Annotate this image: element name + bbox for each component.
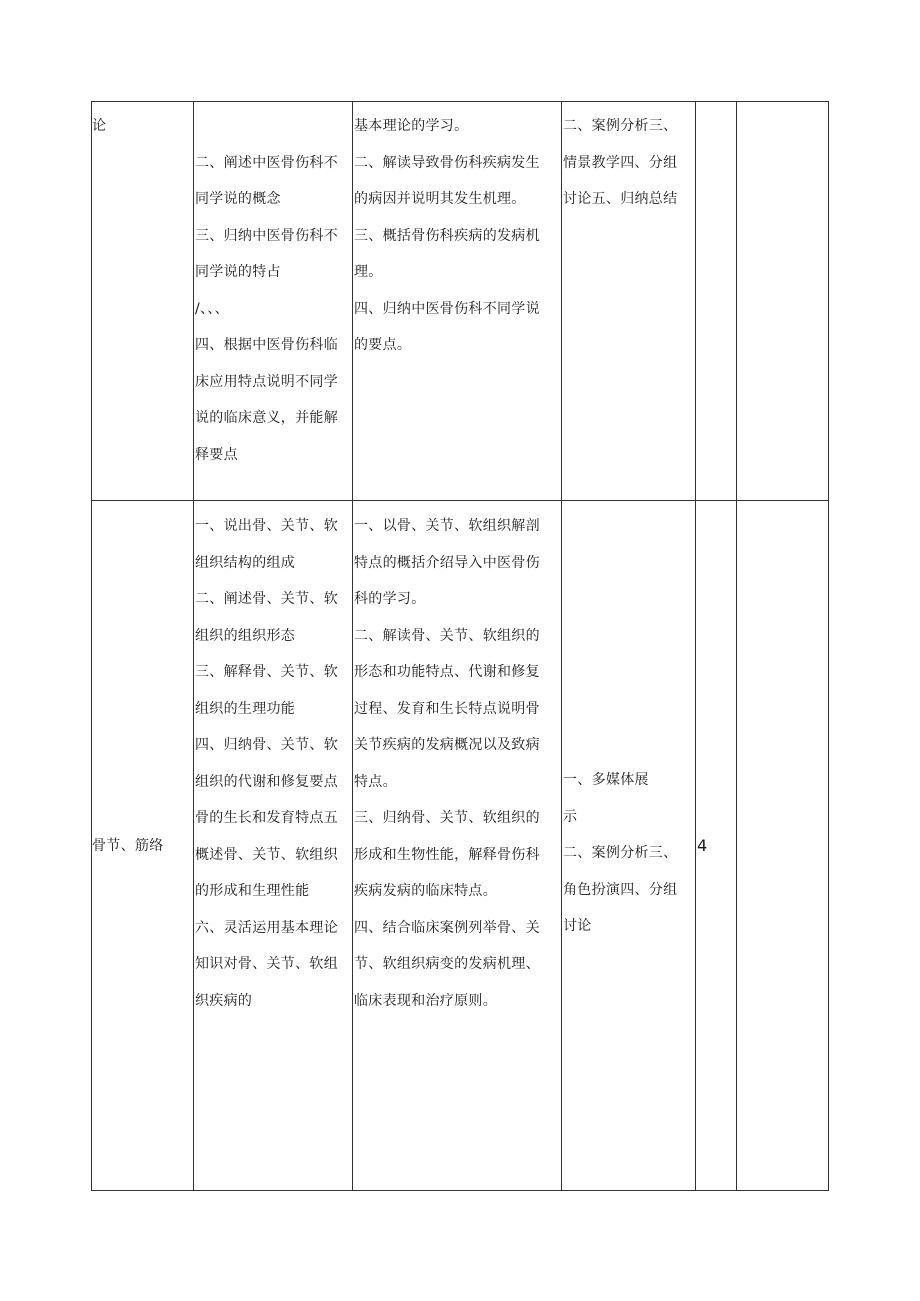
text-line: 的要点。 [354, 337, 412, 353]
text-line: 讨论五、归纳总结 [563, 191, 678, 207]
text-line: 一、多媒体展 [563, 772, 649, 788]
row2-content [354, 508, 540, 1019]
text-line: 四、结合临床案例列举骨、关 [354, 919, 540, 936]
text-line: 形成和生物性能，解释骨伤科 [354, 846, 540, 863]
text-line: 的形成和生理性能 [195, 883, 310, 899]
text-line: 同学说的概念 [195, 191, 281, 207]
text-line: 二、解读导致骨伤科疾病发生 [354, 154, 540, 171]
row2-methods [563, 762, 677, 945]
text-line: 床应用特点说明不同学 [195, 373, 338, 390]
text-line: 二、案例分析三、 [563, 118, 678, 134]
row1-topic: 论 [92, 118, 107, 134]
text-line: 说的临床意义，并能解 [195, 410, 338, 426]
row1-content [354, 108, 540, 364]
text-line: 概述骨、关节、软组织 [195, 846, 338, 863]
col-border [193, 101, 194, 1191]
text-line: 疾病发病的临床特点。 [354, 883, 497, 899]
text-line: 组织结构的组成 [195, 554, 296, 571]
text-line: 一、以骨、关节、软组织解剖 [354, 518, 540, 534]
text-line: 四、归纳骨、关节、软 [195, 737, 338, 753]
col-border [91, 101, 92, 1191]
text-line: 临床表现和治疗原则。 [354, 992, 497, 1009]
col-border [736, 101, 737, 1191]
text-line: /、、、 [195, 300, 229, 317]
text-line: 同学说的特占 [195, 264, 281, 280]
text-line: 三、解释骨、关节、软 [195, 664, 338, 680]
col-border [352, 101, 353, 1191]
text-line: 理。 [354, 264, 383, 280]
text-line: 一、说出骨、关节、软 [195, 518, 338, 534]
text-line: 四、根据中医骨伤科临 [195, 337, 338, 353]
row2-objectives [195, 508, 338, 1019]
text-line: 织疾病的 [195, 992, 253, 1009]
row-divider [91, 500, 829, 501]
col-border [561, 101, 562, 1191]
text-line: 情景教学四、分组 [563, 154, 678, 171]
col-border [695, 101, 696, 1191]
text-line: 过程、发育和生长特点说明骨 [354, 700, 540, 717]
text-line: 特点。 [354, 773, 397, 790]
text-line: 二、解读骨、关节、软组织的 [354, 627, 540, 644]
text-line: 组织的代谢和修复要点 [195, 773, 338, 790]
text-line: 关节疾病的发病概况以及致病 [354, 737, 540, 753]
text-line: 骨的生长和发育特点五 [195, 810, 338, 826]
text-line: 三、归纳中医骨伤科不 [195, 227, 338, 244]
table-bottom-border [91, 1190, 829, 1191]
text-line: 二、阐述中医骨伤科不 [195, 154, 338, 171]
text-line: 角色扮演四、分组 [563, 881, 678, 898]
text-line: 科的学习。 [354, 591, 426, 607]
text-line: 的病因并说明其发生机理。 [354, 191, 526, 207]
text-line: 基本理论的学习。 [354, 118, 469, 134]
row1-objectives [195, 108, 338, 473]
syllabus-table [91, 101, 829, 1191]
col-border [828, 101, 829, 1191]
text-line: 六、灵活运用基本理论 [195, 919, 338, 936]
text-line: 知识对骨、关节、软组 [195, 956, 338, 972]
row2-topic: 骨节、筋络 [92, 838, 164, 854]
text-line: 四、归纳中医骨伤科不同学说 [354, 300, 540, 317]
text-line: 三、概括骨伤科疾病的发病机 [354, 227, 540, 244]
text-line: 三、归纳骨、关节、软组织的 [354, 810, 540, 826]
text-line: 组织的组织形态 [195, 627, 296, 644]
row1-methods [563, 108, 677, 218]
text-line: 二、案例分析三、 [563, 845, 678, 861]
text-line: 形态和功能特点、代谢和修复 [354, 664, 540, 680]
text-line: 节、软组织病变的发病机理、 [354, 956, 540, 972]
text-line: 二、阐述骨、关节、软 [195, 591, 338, 607]
text-line: 特点的概括介绍导入中医骨伤 [354, 554, 540, 571]
table-top-border [91, 101, 829, 102]
text-line [195, 108, 338, 145]
row2-hours: 4 [697, 836, 708, 855]
text-line: 讨论 [563, 918, 592, 934]
text-line: 示 [563, 808, 578, 825]
text-line: 释要点 [195, 446, 238, 463]
text-line: 组织的生理功能 [195, 700, 296, 717]
